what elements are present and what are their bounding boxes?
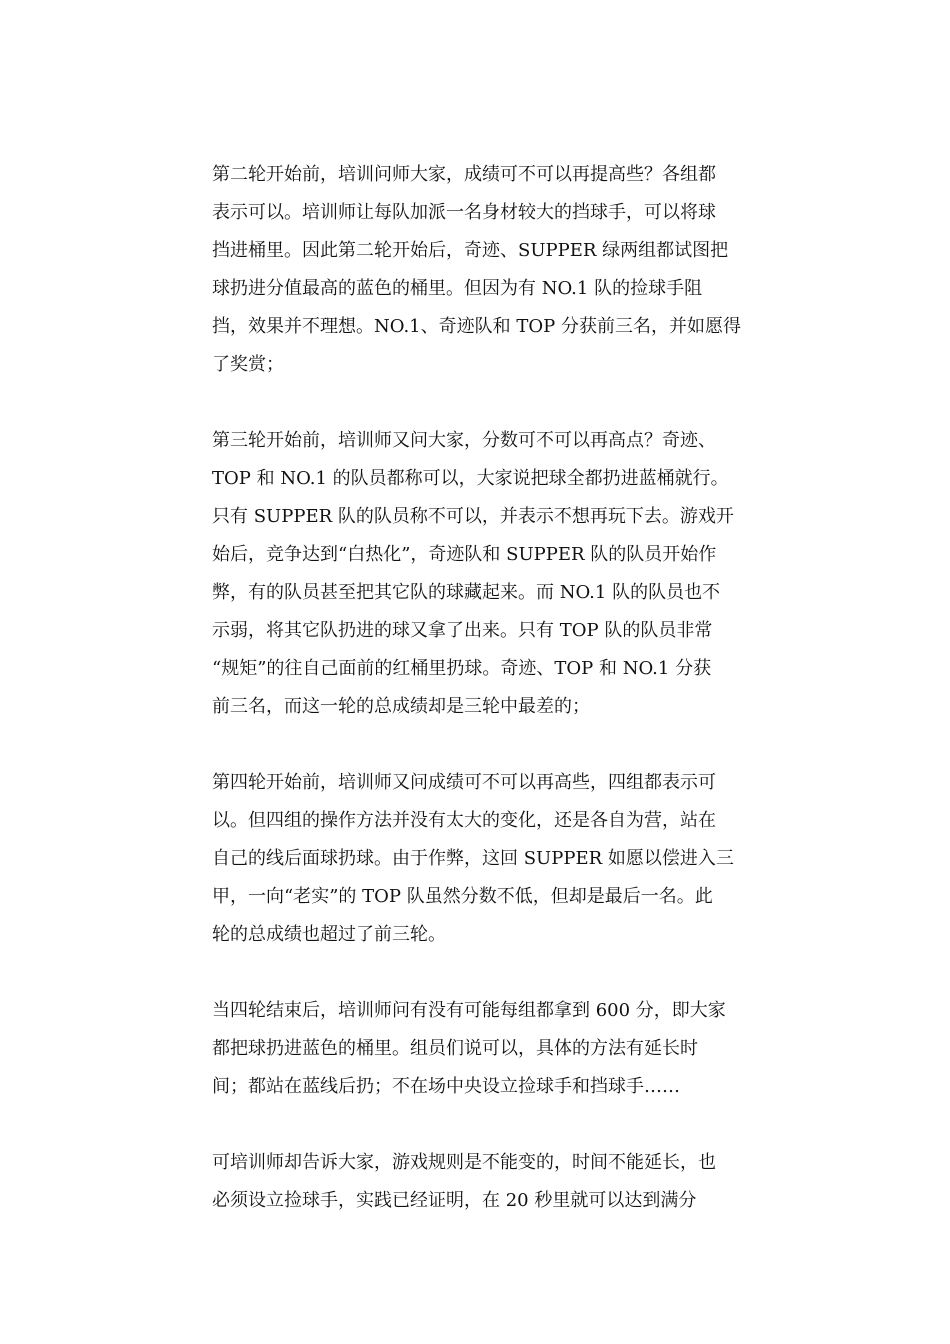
text-line: 第三轮开始前，培训师又问大家，分数可不可以再高点？奇迹、 bbox=[212, 430, 716, 451]
text-line: 前三名，而这一轮的总成绩却是三轮中最差的； bbox=[212, 696, 590, 717]
paragraph-after-four-rounds bbox=[212, 992, 740, 1106]
text-line: 第二轮开始前，培训问师大家，成绩可不可以再提高些？各组都 bbox=[212, 164, 716, 185]
text-line: 以。但四组的操作方法并没有太大的变化，还是各自为营，站在 bbox=[212, 810, 716, 831]
text-line: 间；都站在蓝线后扔；不在场中央设立捡球手和挡球手…… bbox=[212, 1076, 680, 1097]
text-line: 挡进桶里。因此第二轮开始后，奇迹、SUPPER 绿两组都试图把 bbox=[212, 240, 729, 261]
paragraph-trainer-rules bbox=[212, 1144, 740, 1220]
text-line: 只有 SUPPER 队的队员称不可以，并表示不想再玩下去。游戏开 bbox=[212, 506, 734, 527]
text-line: 甲，一向“老实”的 TOP 队虽然分数不低，但却是最后一名。此 bbox=[212, 886, 713, 907]
text-line: 当四轮结束后，培训师问有没有可能每组都拿到 600 分，即大家 bbox=[212, 1000, 726, 1021]
paragraph-round-three bbox=[212, 422, 740, 726]
text-line: 球扔进分值最高的蓝色的桶里。但因为有 NO.1 队的捡球手阻 bbox=[212, 278, 703, 299]
text-line: “规矩”的往自己面前的红桶里扔球。奇迹、TOP 和 NO.1 分获 bbox=[212, 658, 712, 679]
text-line: 自己的线后面球扔球。由于作弊，这回 SUPPER 如愿以偿进入三 bbox=[212, 848, 734, 869]
text-line: 轮的总成绩也超过了前三轮。 bbox=[212, 924, 446, 945]
paragraph-round-two bbox=[212, 156, 740, 384]
text-line: 弊，有的队员甚至把其它队的球藏起来。而 NO.1 队的队员也不 bbox=[212, 582, 721, 603]
text-line: 示弱，将其它队扔进的球又拿了出来。只有 TOP 队的队员非常 bbox=[212, 620, 713, 641]
text-line: 必须设立捡球手，实践已经证明，在 20 秒里就可以达到满分 bbox=[212, 1190, 697, 1211]
text-line: 表示可以。培训师让每队加派一名身材较大的挡球手，可以将球 bbox=[212, 202, 716, 223]
text-line: 了奖赏； bbox=[212, 354, 284, 375]
paragraph-round-four bbox=[212, 764, 740, 954]
document-body bbox=[212, 156, 740, 1258]
text-line: 第四轮开始前，培训师又问成绩可不可以再高些，四组都表示可 bbox=[212, 772, 716, 793]
text-line: 都把球扔进蓝色的桶里。组员们说可以，具体的方法有延长时 bbox=[212, 1038, 698, 1059]
text-line: 挡，效果并不理想。NO.1、奇迹队和 TOP 分获前三名，并如愿得 bbox=[212, 316, 741, 337]
text-line: TOP 和 NO.1 的队员都称可以，大家说把球全都扔进蓝桶就行。 bbox=[212, 468, 729, 489]
text-line: 可培训师却告诉大家，游戏规则是不能变的，时间不能延长，也 bbox=[212, 1152, 716, 1173]
text-line: 始后，竞争达到“白热化”，奇迹队和 SUPPER 队的队员开始作 bbox=[212, 544, 717, 565]
